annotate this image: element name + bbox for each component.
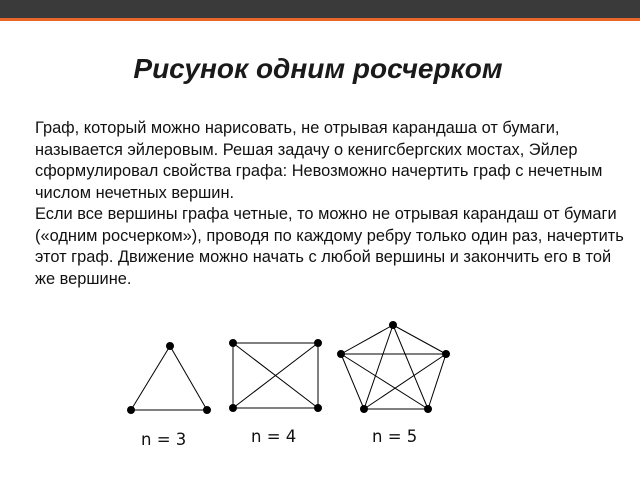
- vertex: [230, 405, 237, 412]
- vertex: [390, 322, 397, 329]
- paragraph-euler-graph: Граф, который можно нарисовать, не отрывая карандаша от бумаги, называется эйлеровым. Решая задачу о кенигсбергских мостах, Эйлер сформулировал свойства графа: Невозможно начертить граф с нечетным числом нечетных вершин.: [35, 119, 603, 202]
- vertex: [128, 407, 135, 414]
- label-n5: n = 5: [372, 427, 418, 446]
- pentagon-graph: [338, 322, 450, 413]
- label-n4: n = 4: [251, 427, 297, 446]
- paragraph-even-vertices: Если все вершины графа четные, то можно не отрывая карандаш от бумаги («одним росчерком»), проводя по каждому ребру только один раз, начертить этот граф. Движение можно начать с любой вершины и закончить его в той же вершине.: [35, 205, 624, 288]
- vertex: [338, 351, 345, 358]
- vertex: [167, 343, 174, 350]
- vertex: [315, 405, 322, 412]
- vertex: [315, 340, 322, 347]
- vertex: [361, 406, 368, 413]
- slide-title: Рисунок одним росчерком: [133, 53, 503, 84]
- vertex: [230, 340, 237, 347]
- square-graph: [230, 340, 322, 412]
- vertex: [204, 407, 211, 414]
- label-n3: n = 3: [141, 430, 187, 449]
- vertex: [425, 406, 432, 413]
- triangle-graph: [128, 343, 211, 414]
- vertex: [443, 351, 450, 358]
